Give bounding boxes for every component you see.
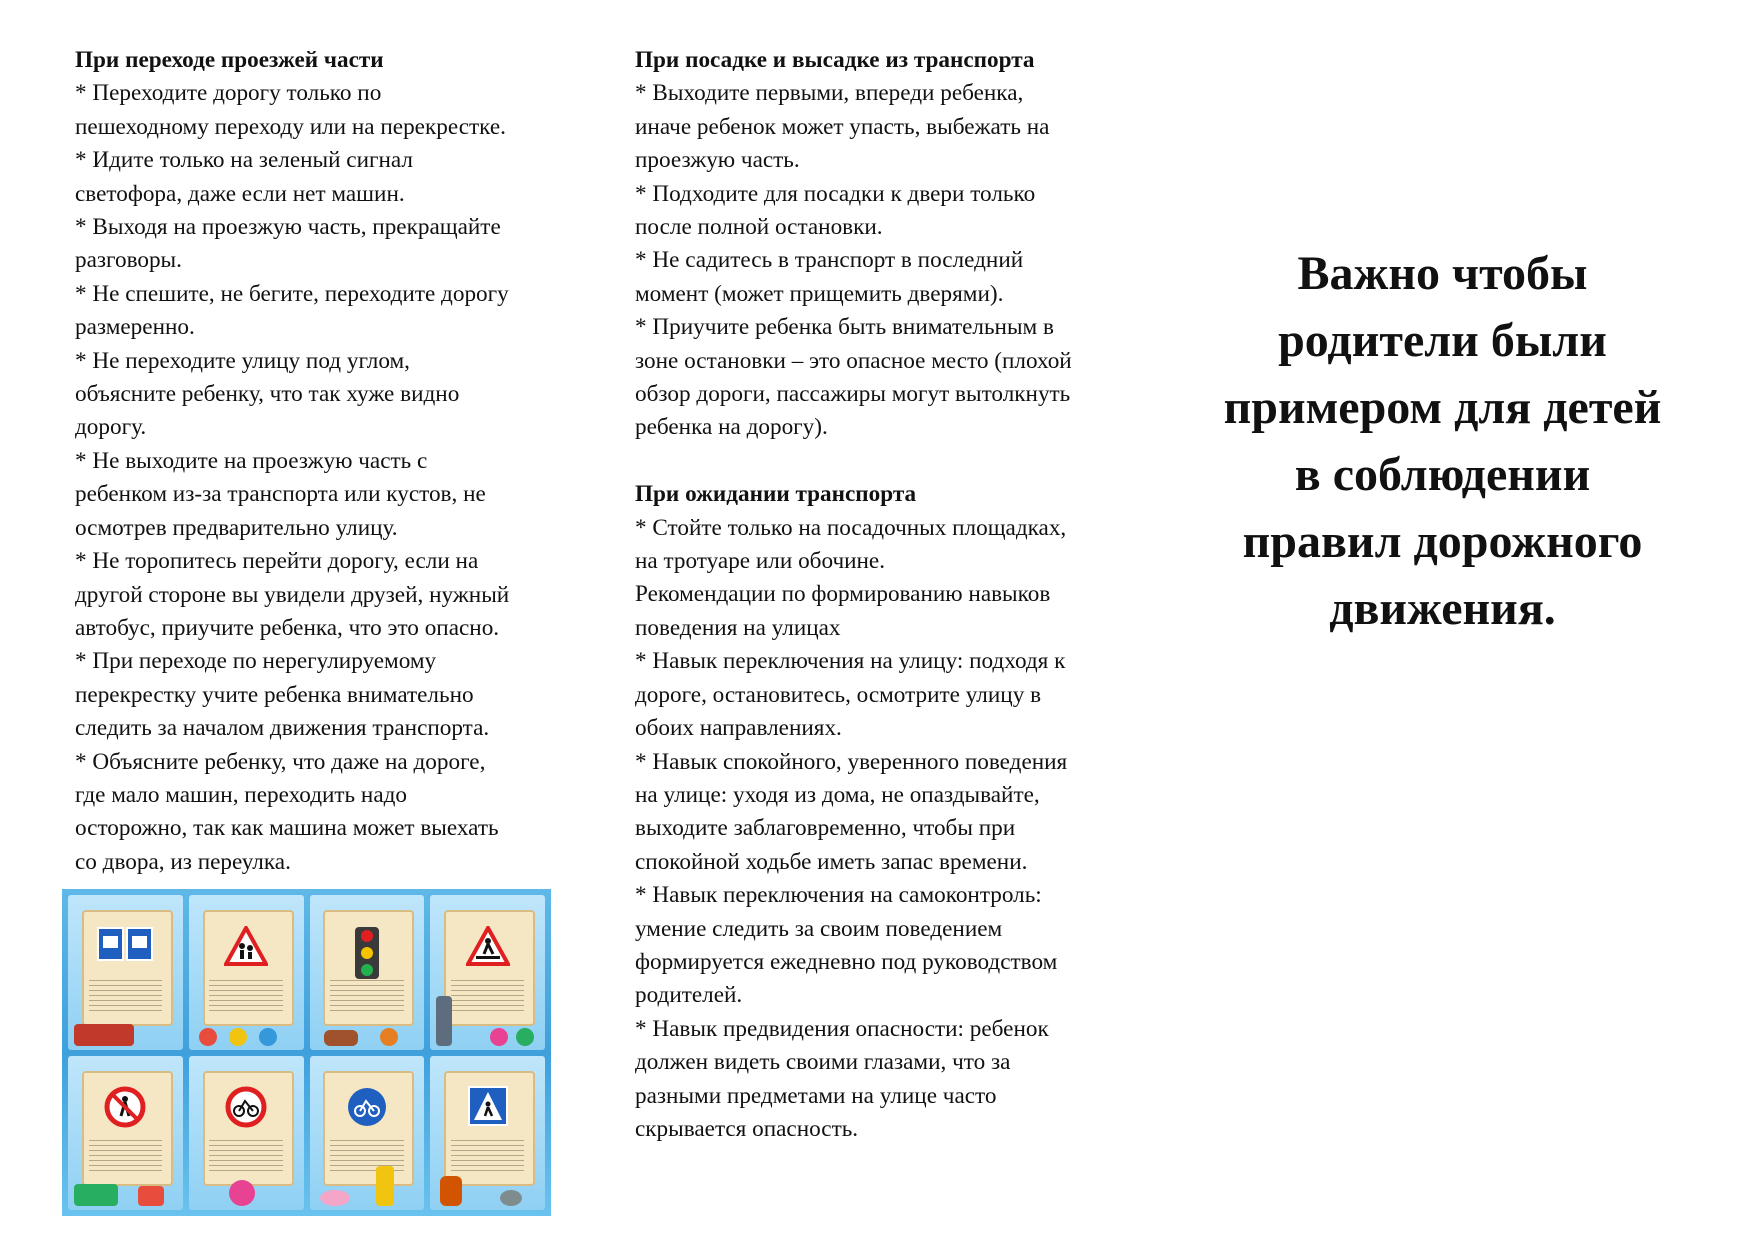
slogan-line: правил дорожного — [1242, 515, 1643, 568]
pedestrian-crossing-sign-icon — [466, 926, 510, 966]
text-line: * Не садитесь в транспорт в последний — [635, 247, 1024, 274]
child-figure-icon — [490, 1028, 508, 1046]
child-figure-icon — [229, 1028, 247, 1046]
poster-text — [209, 980, 282, 1014]
text-line: * Объясните ребенку, что даже на дороге, — [75, 748, 486, 775]
slogan-line: движения. — [1329, 582, 1556, 635]
text-line: иначе ребенок может упасть, выбежать на — [635, 113, 1050, 140]
text-line: ребенком из-за транспорта или кустов, не — [75, 481, 486, 508]
text-line: осторожно, так как машина может выехать — [75, 815, 499, 842]
text-line: дорогу. — [75, 414, 147, 441]
bus-stop-sign-icon — [97, 926, 153, 962]
text-line: * При переходе по нерегулируемому — [75, 648, 437, 675]
text-line: родителей. — [635, 982, 743, 1009]
text-line: обоих направлениях. — [635, 715, 842, 742]
toy-cat-icon — [440, 1176, 462, 1206]
text-line: * Навык предвидения опасности: ребенок — [635, 1015, 1049, 1042]
text-line: должен видеть своими глазами, что за — [635, 1049, 1011, 1076]
toy-truck-icon — [74, 1184, 118, 1206]
poster-text — [451, 1140, 524, 1174]
text-line: * Стойте только на посадочных площадках, — [635, 514, 1067, 541]
text-line: дороге, остановитесь, осмотрите улицу в — [635, 681, 1042, 708]
child-figure-icon — [380, 1028, 398, 1046]
text-line: * Навык переключения на улицу: подходя к — [635, 648, 1066, 675]
text-line: Рекомендации по формированию навыков — [635, 581, 1051, 608]
text-line: * Приучите ребенка быть внимательным в — [635, 314, 1054, 341]
middle-column — [635, 44, 1125, 1146]
poster-text — [451, 980, 524, 1014]
text-line: другой стороне вы увидели друзей, нужный — [75, 581, 510, 608]
text-line: * Идите только на зеленый сигнал — [75, 147, 413, 174]
text-line: * Подходите для посадки к двери только — [635, 180, 1036, 207]
section-heading-waiting: При ожидании транспорта — [635, 481, 917, 508]
text-line: зоне остановки – это опасное место (плохой — [635, 347, 1072, 374]
poster — [189, 895, 304, 1050]
text-line: скрывается опасность. — [635, 1115, 859, 1142]
text-line: перекрестку учите ребенка внимательно — [75, 681, 474, 708]
toy-icon — [500, 1190, 522, 1206]
slogan-line: в соблюдении — [1294, 448, 1591, 501]
text-line: * Не спешите, не бегите, переходите дорогу — [75, 280, 509, 307]
text-line: * Не торопитесь перейти дорогу, если на — [75, 548, 479, 575]
text-line: объясните ребенку, что так хуже видно — [75, 381, 460, 408]
text-line: после полной остановки. — [635, 214, 883, 241]
poster — [68, 895, 183, 1050]
tram-icon — [74, 1024, 134, 1046]
slogan — [1195, 240, 1690, 642]
text-line: следить за началом движения транспорта. — [75, 715, 490, 742]
text-line: размеренно. — [75, 314, 195, 341]
text-line: пешеходному переходу или на перекрестке. — [75, 113, 506, 140]
text-line: ребенка на дорогу). — [635, 414, 828, 441]
text-line: * Выходите первыми, впереди ребенка, — [635, 80, 1024, 107]
poster — [310, 1056, 425, 1211]
poster-text — [89, 1140, 162, 1174]
road-signs-posters-image — [62, 889, 551, 1216]
child-figure-icon — [199, 1028, 217, 1046]
text-line: светофора, даже если нет машин. — [75, 180, 405, 207]
child-figure-icon — [516, 1028, 534, 1046]
text-line: осмотрев предварительно улицу. — [75, 514, 398, 541]
left-column-body — [75, 77, 555, 879]
poster — [310, 895, 425, 1050]
car-icon — [324, 1030, 358, 1046]
pedestrian-crossing-blue-sign-icon — [468, 1086, 508, 1126]
waiting-section-body — [635, 512, 1125, 1147]
poster-text — [209, 1140, 282, 1174]
slogan-line: Важно чтобы — [1297, 247, 1588, 300]
text-line: на улице: уходя из дома, не опаздывайте, — [635, 781, 1040, 808]
text-line: проезжую часть. — [635, 147, 800, 174]
text-line: со двора, из переулка. — [75, 848, 291, 875]
children-warning-sign-icon — [224, 926, 268, 966]
poster-text — [330, 980, 403, 1014]
text-line: * Не переходите улицу под углом, — [75, 347, 410, 374]
text-line: поведения на улицах — [635, 614, 841, 641]
text-line: формируется ежедневно под руководством — [635, 948, 1058, 975]
traffic-light-icon — [354, 926, 380, 980]
bicycle-path-sign-icon — [346, 1086, 388, 1128]
poster — [189, 1056, 304, 1211]
section-heading-crossing: При переходе проезжей части — [75, 47, 384, 73]
child-figure-icon — [376, 1166, 394, 1206]
child-figure-icon — [229, 1180, 255, 1206]
slogan-line: примером для детей — [1223, 381, 1662, 434]
toy-car-icon — [138, 1186, 164, 1206]
text-line: спокойной ходьбе иметь запас времени. — [635, 848, 1028, 875]
text-line: разными предметами на улице часто — [635, 1082, 997, 1109]
no-bicycles-sign-icon — [225, 1086, 267, 1128]
poster — [430, 895, 545, 1050]
text-line: автобус, приучите ребенка, что это опасно. — [75, 614, 500, 641]
text-line: * Навык спокойного, уверенного поведения — [635, 748, 1068, 775]
left-column — [75, 44, 555, 879]
child-figure-icon — [259, 1028, 277, 1046]
text-line: умение следить за своим поведением — [635, 915, 1003, 942]
text-line: * Переходите дорогу только по — [75, 80, 382, 107]
text-line: разговоры. — [75, 247, 182, 274]
poster — [68, 1056, 183, 1211]
text-line: * Выходя на проезжую часть, прекращайте — [75, 214, 501, 241]
policeman-icon — [436, 996, 452, 1046]
text-line: обзор дороги, пассажиры могут вытолкнуть — [635, 381, 1071, 408]
text-line: * Не выходите на проезжую часть с — [75, 447, 428, 474]
toy-pig-icon — [320, 1190, 350, 1206]
slogan-line: родители были — [1278, 314, 1607, 367]
poster — [430, 1056, 545, 1211]
text-line: момент (может прищемить дверями). — [635, 280, 1004, 307]
section-spacer — [635, 445, 1125, 478]
text-line: выходите заблаговременно, чтобы при — [635, 815, 1016, 842]
text-line: где мало машин, переходить надо — [75, 781, 408, 808]
no-pedestrians-sign-icon — [104, 1086, 146, 1128]
text-line: * Навык переключения на самоконтроль: — [635, 882, 1042, 909]
section-heading-boarding: При посадке и высадке из транспорта — [635, 47, 1035, 73]
poster-text — [89, 980, 162, 1014]
boarding-section-body — [635, 77, 1125, 444]
text-line: на тротуаре или обочине. — [635, 548, 886, 575]
